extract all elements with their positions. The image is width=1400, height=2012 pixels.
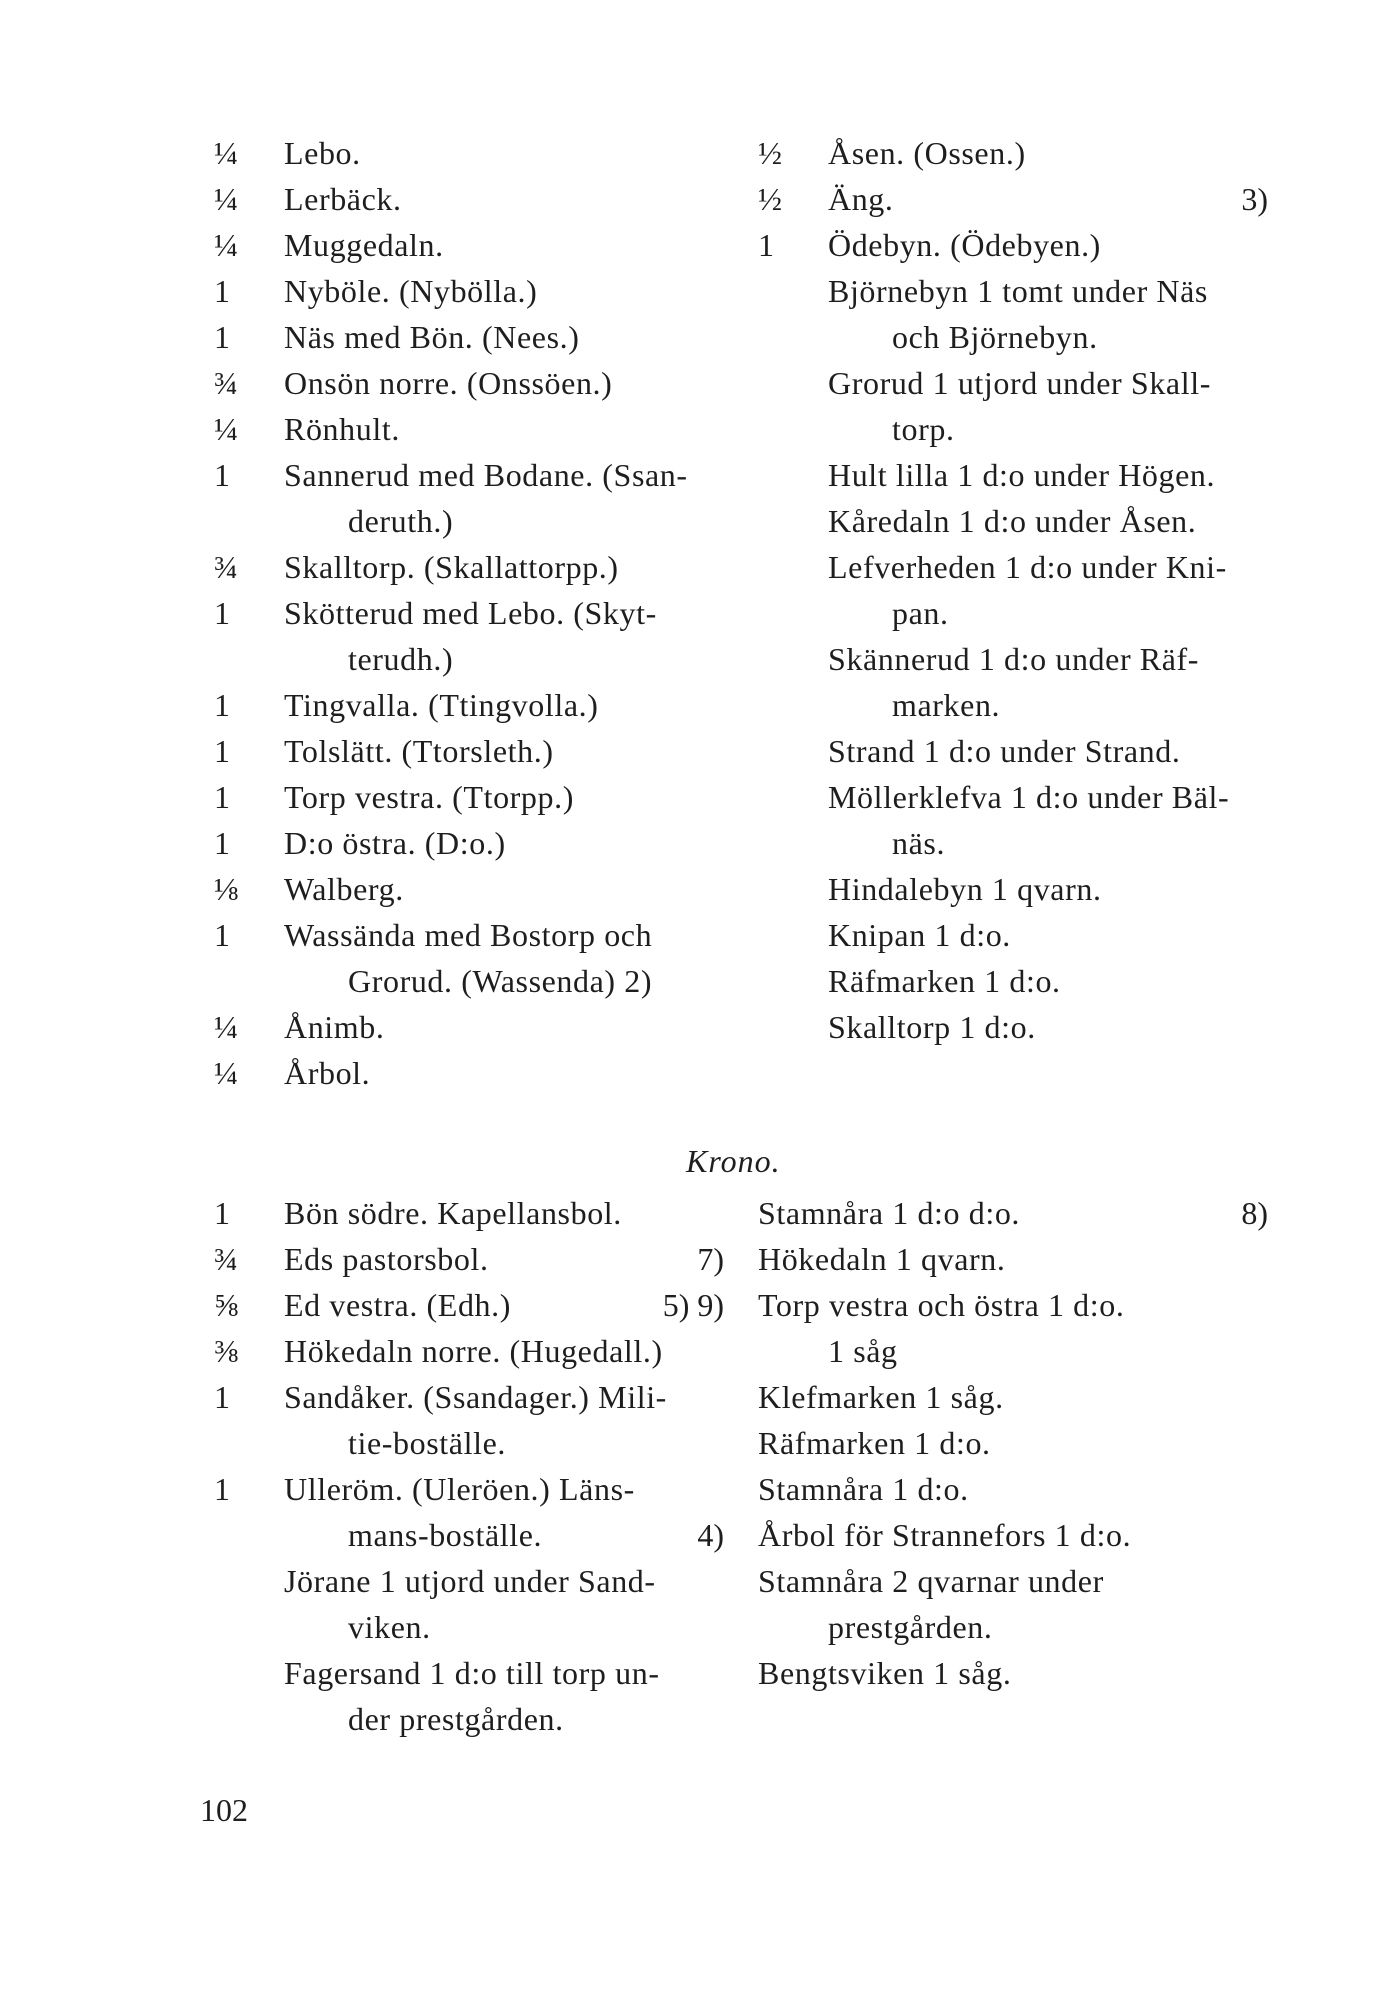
entry-text: Torp vestra. (Ttorpp.) bbox=[284, 779, 574, 815]
entry-line bbox=[214, 590, 724, 636]
entry-fraction: 1 bbox=[214, 733, 230, 769]
entry-text: torp. bbox=[892, 411, 955, 447]
entry-fraction: ¾ bbox=[214, 1241, 238, 1277]
entry-fraction: ½ bbox=[758, 135, 782, 171]
entry-text: Hindalebyn 1 qvarn. bbox=[828, 871, 1102, 907]
entry-text: Hökedaln 1 qvarn. bbox=[758, 1241, 1006, 1277]
entry-text: Muggedaln. bbox=[284, 227, 444, 263]
entry-text: Ånimb. bbox=[284, 1009, 385, 1045]
entry-text: Kåredaln 1 d:o under Åsen. bbox=[828, 503, 1197, 539]
entry-text: Sannerud med Bodane. (Ssan- bbox=[284, 457, 688, 493]
entry-line bbox=[758, 728, 1268, 774]
entry-text: Onsön norre. (Onssöen.) bbox=[284, 365, 613, 401]
entry-text: Hökedaln norre. (Hugedall.) bbox=[284, 1333, 663, 1369]
entry-text: Stamnåra 1 d:o. bbox=[758, 1471, 969, 1507]
entry-fraction: ¼ bbox=[214, 227, 238, 263]
entry-line bbox=[758, 314, 1268, 360]
entry-line bbox=[758, 912, 1268, 958]
entry-text: Walberg. bbox=[284, 871, 404, 907]
entry-line bbox=[214, 1190, 724, 1236]
entry-text: Wassända med Bostorp och bbox=[284, 917, 653, 953]
entry-line bbox=[214, 1558, 724, 1604]
entry-text: Grorud. (Wassenda) 2) bbox=[348, 963, 653, 999]
entry-line bbox=[214, 1374, 724, 1420]
entry-text: Lebo. bbox=[284, 135, 361, 171]
page-number: 102 bbox=[200, 1792, 248, 1828]
entry-line bbox=[214, 1236, 724, 1282]
entry-text: tie-boställe. bbox=[348, 1425, 506, 1461]
footnote-ref: 7) bbox=[697, 1241, 724, 1277]
entry-text: Rönhult. bbox=[284, 411, 400, 447]
entry-text: och Björnebyn. bbox=[892, 319, 1098, 355]
entry-line bbox=[214, 222, 724, 268]
entry-text: Åsen. (Ossen.) bbox=[828, 135, 1026, 171]
entry-line bbox=[758, 958, 1268, 1004]
entry-text: Skötterud med Lebo. (Skyt- bbox=[284, 595, 657, 631]
section1-left-column bbox=[214, 130, 724, 1096]
entry-text: Skalltorp 1 d:o. bbox=[828, 1009, 1036, 1045]
entry-text: deruth.) bbox=[348, 503, 454, 539]
entry-text: Hult lilla 1 d:o under Högen. bbox=[828, 457, 1216, 493]
entry-text: Eds pastorsbol. bbox=[284, 1241, 489, 1277]
entry-text: Tolslätt. (Ttorsleth.) bbox=[284, 733, 554, 769]
entry-line bbox=[214, 268, 724, 314]
entry-text: marken. bbox=[892, 687, 1001, 723]
entry-line bbox=[214, 1604, 724, 1650]
footnote-ref: 3) bbox=[1241, 181, 1268, 217]
entry-text: Lefverheden 1 d:o under Kni- bbox=[828, 549, 1227, 585]
entry-line bbox=[758, 1558, 1268, 1604]
entry-line bbox=[758, 866, 1268, 912]
entry-line bbox=[214, 728, 724, 774]
entry-text: Tingvalla. (Ttingvolla.) bbox=[284, 687, 599, 723]
entry-text: Björnebyn 1 tomt under Näs bbox=[828, 273, 1208, 309]
entry-line bbox=[214, 498, 724, 544]
entry-line bbox=[214, 314, 724, 360]
entry-line bbox=[214, 682, 724, 728]
entry-text: Stamnåra 2 qvarnar under bbox=[758, 1563, 1104, 1599]
entry-fraction: 1 bbox=[758, 227, 774, 263]
entry-line bbox=[214, 1650, 724, 1696]
entry-text: Räfmarken 1 d:o. bbox=[758, 1425, 991, 1461]
entry-text: Klefmarken 1 såg. bbox=[758, 1379, 1004, 1415]
entry-line bbox=[758, 820, 1268, 866]
entry-line bbox=[214, 452, 724, 498]
section2-left-column bbox=[214, 1190, 724, 1742]
entry-fraction: 1 bbox=[214, 595, 230, 631]
entry-line bbox=[758, 1604, 1268, 1650]
entry-line bbox=[214, 1282, 724, 1328]
entry-text: Skännerud 1 d:o under Räf- bbox=[828, 641, 1200, 677]
entry-line bbox=[214, 1328, 724, 1374]
entry-line bbox=[758, 130, 1268, 176]
entry-line bbox=[214, 130, 724, 176]
entry-fraction: 1 bbox=[214, 1379, 230, 1415]
entry-text: Grorud 1 utjord under Skall- bbox=[828, 365, 1211, 401]
entry-line bbox=[214, 1050, 724, 1096]
entry-text: Stamnåra 1 d:o d:o. bbox=[758, 1195, 1021, 1231]
entry-line bbox=[758, 1282, 1268, 1328]
entry-fraction: ⅜ bbox=[214, 1333, 238, 1369]
entry-line bbox=[758, 590, 1268, 636]
entry-line bbox=[758, 1420, 1268, 1466]
entry-text: Jörane 1 utjord under Sand- bbox=[284, 1563, 656, 1599]
entry-text: Räfmarken 1 d:o. bbox=[828, 963, 1061, 999]
entry-text: viken. bbox=[348, 1609, 431, 1645]
section1-right-column bbox=[758, 130, 1268, 1050]
entry-fraction: ¼ bbox=[214, 1055, 238, 1091]
entry-text: Skalltorp. (Skallattorpp.) bbox=[284, 549, 619, 585]
entry-line bbox=[214, 1696, 724, 1742]
entry-text: Bengtsviken 1 såg. bbox=[758, 1655, 1012, 1691]
entry-line bbox=[214, 912, 724, 958]
entry-text: Årbol för Strannefors 1 d:o. bbox=[758, 1517, 1132, 1553]
entry-line bbox=[758, 1190, 1268, 1236]
section2-right-column bbox=[758, 1190, 1268, 1696]
entry-fraction: 1 bbox=[214, 825, 230, 861]
entry-line bbox=[214, 820, 724, 866]
entry-line bbox=[758, 1466, 1268, 1512]
entry-text: näs. bbox=[892, 825, 946, 861]
entry-text: Ulleröm. (Uleröen.) Läns- bbox=[284, 1471, 635, 1507]
entry-fraction: 1 bbox=[214, 779, 230, 815]
entry-fraction: 1 bbox=[214, 273, 230, 309]
entry-line bbox=[758, 682, 1268, 728]
section-heading: Krono. bbox=[686, 1143, 781, 1179]
entry-text: Äng. bbox=[828, 181, 894, 217]
entry-fraction: 1 bbox=[214, 1195, 230, 1231]
entry-fraction: ½ bbox=[758, 181, 782, 217]
entry-text: Knipan 1 d:o. bbox=[828, 917, 1011, 953]
entry-line bbox=[758, 1374, 1268, 1420]
entry-fraction: 1 bbox=[214, 457, 230, 493]
entry-text: terudh.) bbox=[348, 641, 454, 677]
entry-line bbox=[758, 222, 1268, 268]
entry-line bbox=[758, 1650, 1268, 1696]
entry-line bbox=[214, 866, 724, 912]
entry-fraction: 1 bbox=[214, 319, 230, 355]
entry-line bbox=[214, 636, 724, 682]
entry-line bbox=[758, 1236, 1268, 1282]
entry-fraction: ¼ bbox=[214, 181, 238, 217]
entry-text: Ödebyn. (Ödebyen.) bbox=[828, 227, 1101, 263]
entry-line bbox=[758, 1328, 1268, 1374]
entry-text: Bön södre. Kapellansbol. bbox=[284, 1195, 622, 1231]
entry-fraction: ¼ bbox=[214, 411, 238, 447]
entry-text: Årbol. bbox=[284, 1055, 371, 1091]
entry-fraction: ⅝ bbox=[214, 1287, 238, 1323]
entry-line bbox=[214, 544, 724, 590]
entry-fraction: ¾ bbox=[214, 549, 238, 585]
entry-line bbox=[758, 268, 1268, 314]
entry-line bbox=[758, 498, 1268, 544]
entry-text: mans-boställe. bbox=[348, 1517, 543, 1553]
entry-text: Torp vestra och östra 1 d:o. bbox=[758, 1287, 1125, 1323]
entry-fraction: 1 bbox=[214, 917, 230, 953]
entry-line bbox=[758, 176, 1268, 222]
entry-line bbox=[214, 1004, 724, 1050]
entry-text: Strand 1 d:o under Strand. bbox=[828, 733, 1181, 769]
entry-line bbox=[214, 1466, 724, 1512]
entry-text: D:o östra. (D:o.) bbox=[284, 825, 506, 861]
footnote-ref: 5) 9) bbox=[662, 1287, 724, 1323]
entry-text: Lerbäck. bbox=[284, 181, 402, 217]
entry-text: der prestgården. bbox=[348, 1701, 564, 1737]
entry-fraction: ¼ bbox=[214, 1009, 238, 1045]
entry-line bbox=[758, 452, 1268, 498]
entry-line bbox=[214, 1420, 724, 1466]
footnote-ref: 8) bbox=[1241, 1195, 1268, 1231]
entry-line bbox=[214, 360, 724, 406]
entry-line bbox=[214, 958, 724, 1004]
entry-line bbox=[758, 1512, 1268, 1558]
entry-line bbox=[214, 1512, 724, 1558]
entry-fraction: ¾ bbox=[214, 365, 238, 401]
entry-line bbox=[214, 406, 724, 452]
footnote-ref: 4) bbox=[697, 1517, 724, 1553]
entry-fraction: 1 bbox=[214, 687, 230, 723]
entry-fraction: ⅛ bbox=[214, 871, 238, 907]
entry-text: 1 såg bbox=[828, 1333, 898, 1369]
entry-text: Möllerklefva 1 d:o under Bäl- bbox=[828, 779, 1230, 815]
entry-text: Nyböle. (Nybölla.) bbox=[284, 273, 538, 309]
entry-text: prestgården. bbox=[828, 1609, 993, 1645]
entry-line bbox=[758, 406, 1268, 452]
entry-text: Ed vestra. (Edh.) bbox=[284, 1287, 512, 1323]
entry-fraction: 1 bbox=[214, 1471, 230, 1507]
entry-line bbox=[214, 774, 724, 820]
entry-text: Näs med Bön. (Nees.) bbox=[284, 319, 580, 355]
entry-fraction: ¼ bbox=[214, 135, 238, 171]
entry-line bbox=[758, 544, 1268, 590]
entry-line bbox=[214, 176, 724, 222]
entry-line bbox=[758, 1004, 1268, 1050]
entry-line bbox=[758, 774, 1268, 820]
entry-text: Fagersand 1 d:o till torp un- bbox=[284, 1655, 660, 1691]
entry-text: Sandåker. (Ssandager.) Mili- bbox=[284, 1379, 667, 1415]
entry-line bbox=[758, 636, 1268, 682]
entry-text: pan. bbox=[892, 595, 949, 631]
entry-line bbox=[758, 360, 1268, 406]
